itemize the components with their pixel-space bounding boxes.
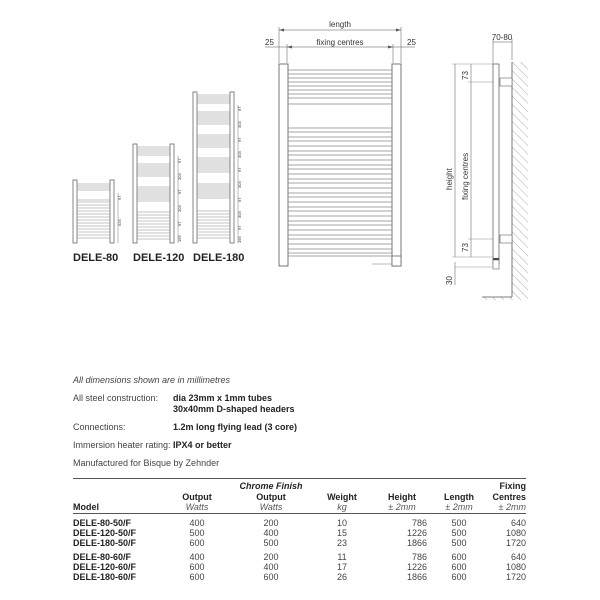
svg-text:97: 97 <box>237 106 242 111</box>
cell-length: 500 <box>451 527 467 538</box>
svg-text:303: 303 <box>237 121 242 128</box>
svg-text:97: 97 <box>177 158 182 163</box>
cell-weight: 15 <box>336 527 347 538</box>
radiator-dele-120-drawing <box>133 144 182 243</box>
cell-chrome-output: 600 <box>263 571 279 582</box>
svg-text:73: 73 <box>461 71 470 80</box>
spec-key: Immersion heater rating: <box>73 440 171 450</box>
cell-height: 1866 <box>406 537 427 548</box>
cell-chrome-output: 200 <box>263 517 279 528</box>
svg-text:303: 303 <box>237 151 242 158</box>
svg-text:303: 303 <box>177 205 182 212</box>
cell-chrome-output: 400 <box>263 561 279 572</box>
radiator-dele-80-drawing <box>73 180 122 243</box>
col-header-chrome-output: Output Watts <box>256 491 286 512</box>
model-label-dele-180: DELE-180 <box>193 252 245 264</box>
cell-output: 600 <box>189 537 205 548</box>
cell-weight: 26 <box>336 571 347 582</box>
cell-model: DELE-180-60/F <box>73 571 137 582</box>
svg-text:70-80: 70-80 <box>491 33 513 42</box>
col-header-weight: Weight kg <box>327 491 357 512</box>
svg-text:length: length <box>329 20 351 29</box>
cell-height: 786 <box>411 517 427 528</box>
cell-fixing-centres: 1720 <box>505 571 526 582</box>
cell-length: 600 <box>451 551 467 562</box>
svg-text:25: 25 <box>407 38 416 47</box>
specification-table <box>73 478 526 582</box>
table-row <box>73 572 526 582</box>
svg-text:97: 97 <box>237 197 242 202</box>
svg-text:525: 525 <box>117 219 122 226</box>
cell-weight: 10 <box>336 517 347 528</box>
col-header-fixing-centres: Centres ± 2mm <box>492 491 526 512</box>
cell-fixing-centres: 640 <box>510 551 526 562</box>
radiator-dele-180-drawing <box>193 92 242 243</box>
cell-output: 600 <box>189 561 205 572</box>
svg-text:303: 303 <box>237 181 242 188</box>
cell-output: 600 <box>189 571 205 582</box>
cell-length: 500 <box>451 537 467 548</box>
cell-output: 500 <box>189 527 205 538</box>
svg-text:195: 195 <box>237 236 242 243</box>
table-header-row <box>73 492 526 514</box>
cell-model: DELE-180-50/F <box>73 537 137 548</box>
svg-text:97: 97 <box>117 195 122 200</box>
col-header-length: Length ± 2mm <box>444 491 474 512</box>
cell-weight: 17 <box>336 561 347 572</box>
svg-text:fixing centres: fixing centres <box>461 152 470 200</box>
cell-length: 600 <box>451 561 467 572</box>
table-row <box>73 528 526 538</box>
cell-length: 500 <box>451 517 467 528</box>
spec-value-line: dia 23mm x 1mm tubes <box>173 393 273 403</box>
svg-text:303: 303 <box>177 173 182 180</box>
spec-row-heater-rating <box>73 440 297 451</box>
cell-chrome-output: 400 <box>263 527 279 538</box>
cell-height: 1226 <box>406 527 427 538</box>
svg-text:303: 303 <box>237 211 242 218</box>
spec-key: Connections: <box>73 422 126 432</box>
cell-model: DELE-80-60/F <box>73 551 132 562</box>
finish-caption: Chrome Finish <box>239 481 303 491</box>
spec-value <box>173 393 295 415</box>
table-row <box>73 518 526 528</box>
cell-weight: 23 <box>336 537 347 548</box>
cell-output: 400 <box>189 517 205 528</box>
cell-model: DELE-80-50/F <box>73 517 132 528</box>
spec-value-line: 30x40mm D-shaped headers <box>173 404 295 414</box>
cell-model: DELE-120-60/F <box>73 561 137 572</box>
table-caption-row <box>73 481 526 492</box>
svg-text:97: 97 <box>237 225 242 230</box>
spec-key: All steel construction: <box>73 393 159 403</box>
svg-text:97: 97 <box>177 221 182 226</box>
spec-notes <box>73 375 297 468</box>
model-label-dele-80: DELE-80 <box>73 252 119 264</box>
svg-text:30: 30 <box>445 276 454 285</box>
svg-text:97: 97 <box>177 189 182 194</box>
cell-chrome-output: 500 <box>263 537 279 548</box>
col-header-model: Model <box>73 502 99 512</box>
side-view-drawing <box>445 33 528 300</box>
svg-text:97: 97 <box>237 167 242 172</box>
col-header-fixing-line1: Fixing <box>499 481 526 491</box>
cell-height: 1866 <box>406 571 427 582</box>
cell-height: 786 <box>411 551 427 562</box>
cell-fixing-centres: 640 <box>510 517 526 528</box>
cell-length: 600 <box>451 571 467 582</box>
svg-text:25: 25 <box>265 38 274 47</box>
svg-text:73: 73 <box>461 243 470 252</box>
spec-row-connections <box>73 422 297 433</box>
spec-value: 1.2m long flying lead (3 core) <box>173 422 298 432</box>
spec-value: IPX4 or better <box>173 440 232 450</box>
table-row <box>73 538 526 548</box>
cell-chrome-output: 200 <box>263 551 279 562</box>
col-header-output: Output Watts <box>182 491 212 512</box>
cell-fixing-centres: 1080 <box>505 527 526 538</box>
units-note: All dimensions shown are in millimetres <box>73 375 231 385</box>
cell-height: 1226 <box>406 561 427 572</box>
cell-fixing-centres: 1720 <box>505 537 526 548</box>
front-view-drawing <box>265 20 416 266</box>
cell-output: 400 <box>189 551 205 562</box>
model-label-dele-120: DELE-120 <box>133 252 185 264</box>
svg-text:height: height <box>445 168 454 190</box>
table-row <box>73 552 526 562</box>
svg-text:195: 195 <box>177 235 182 242</box>
cell-model: DELE-120-50/F <box>73 527 137 538</box>
svg-text:97: 97 <box>237 137 242 142</box>
svg-text:fixing centres: fixing centres <box>316 38 364 47</box>
spec-row-construction <box>73 393 297 415</box>
cell-fixing-centres: 1080 <box>505 561 526 572</box>
manufacturer-note: Manufactured for Bisque by Zehnder <box>73 458 220 468</box>
cell-weight: 11 <box>337 551 347 562</box>
table-row <box>73 562 526 572</box>
col-header-height: Height ± 2mm <box>388 491 416 512</box>
